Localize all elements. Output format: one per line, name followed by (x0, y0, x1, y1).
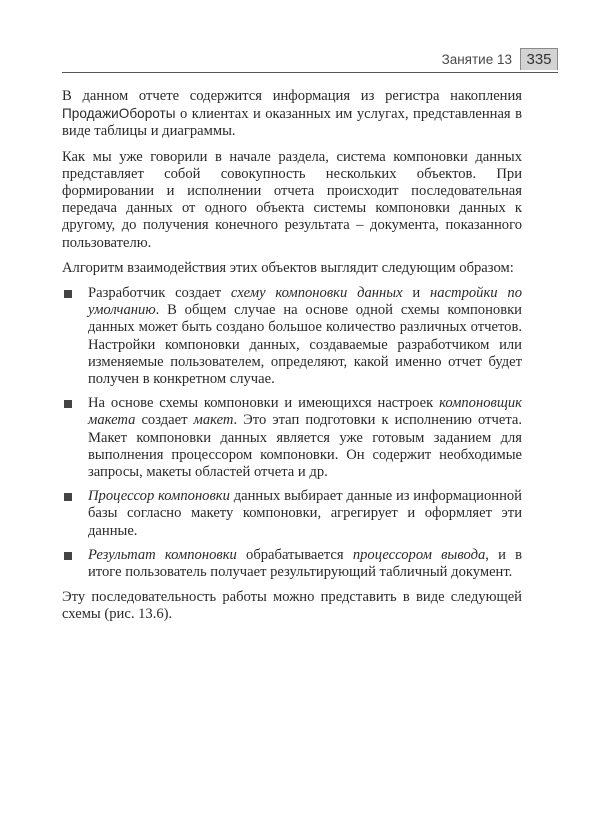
list-item (62, 547, 522, 581)
list-item-term: настройки по умолчанию (88, 285, 522, 319)
list-item-term: Результат компоновки (88, 546, 237, 563)
paragraph-intro-text-b: о клиентах и оказанных им услугах, представленная в виде таблицы и диаграммы. (62, 106, 522, 140)
square-bullet-icon (64, 290, 72, 298)
list-item-term: макет (193, 412, 234, 429)
algorithm-list (62, 285, 522, 581)
list-item-text: создает (135, 412, 194, 429)
paragraph-intro-text-a: В данном отчете содержится информация из регистра накопления (62, 88, 522, 104)
square-bullet-icon (64, 400, 72, 408)
list-item-text: . Это этап подготовки к исполнению отчета. Макет компоновки данных является уже готовым заданием для выполнения процессором компоновки. Он содержит необходимые запросы, макеты областей отчета и др. (88, 412, 522, 481)
list-item-text: данных выбирает данные из информационной базы согласно макету компоновки, агрегирует и оформляет эти данные. (88, 488, 522, 539)
list-item-text: и (402, 285, 431, 302)
paragraph-scheme-reference: Эту последовательность работы можно представить в виде следующей схемы (рис. 13.6). (62, 589, 522, 623)
chapter-title: Занятие 13 (441, 52, 512, 67)
list-item-term: компоновщик макета (88, 395, 522, 429)
list-item-text: обрабатывается (236, 546, 353, 563)
list-item-term: схему компоновки данных (230, 285, 403, 302)
list-item-text: На основе схемы компоновки и имеющихся настроек (88, 395, 440, 412)
list-item-text: Разработчик создает (88, 285, 231, 302)
square-bullet-icon (64, 493, 72, 501)
square-bullet-icon (64, 552, 72, 560)
paragraph-intro (62, 88, 522, 141)
page-number-box (520, 48, 558, 70)
register-name: ПродажиОбороты (62, 106, 176, 122)
list-item-term: Процессор компоновки (88, 488, 230, 505)
list-item-text: . В общем случае на основе одной схемы компоновки данных может быть создано большое количество различных отчетов. Настройки компоновки данных, создаваемые разработчиком или изменяемые пользователем, определяют, какой именно отчет будет получен в конкретном случае. (88, 302, 522, 388)
list-item-text: , и в итоге пользователь получает результирующий табличный документ. (88, 546, 522, 581)
page-content (62, 88, 522, 632)
list-item (62, 285, 522, 388)
page-header (62, 48, 558, 73)
list-item (62, 395, 522, 481)
paragraph-composition-system: Как мы уже говорили в начале раздела, система компоновки данных представляет собой совокупность нескольких объектов. При формировании и исполнении отчета происходит последовательная передача данных от одного объекта системы компоновки данных к другому, до получения конечного результата – документа, показанного пользователю. (62, 148, 522, 251)
list-item-term: процессором вывода (352, 546, 486, 563)
paragraph-algorithm: Алгоритм взаимодействия этих объектов выглядит следующим образом: (62, 259, 514, 276)
list-item (62, 488, 522, 540)
page-number: 335 (526, 51, 552, 68)
